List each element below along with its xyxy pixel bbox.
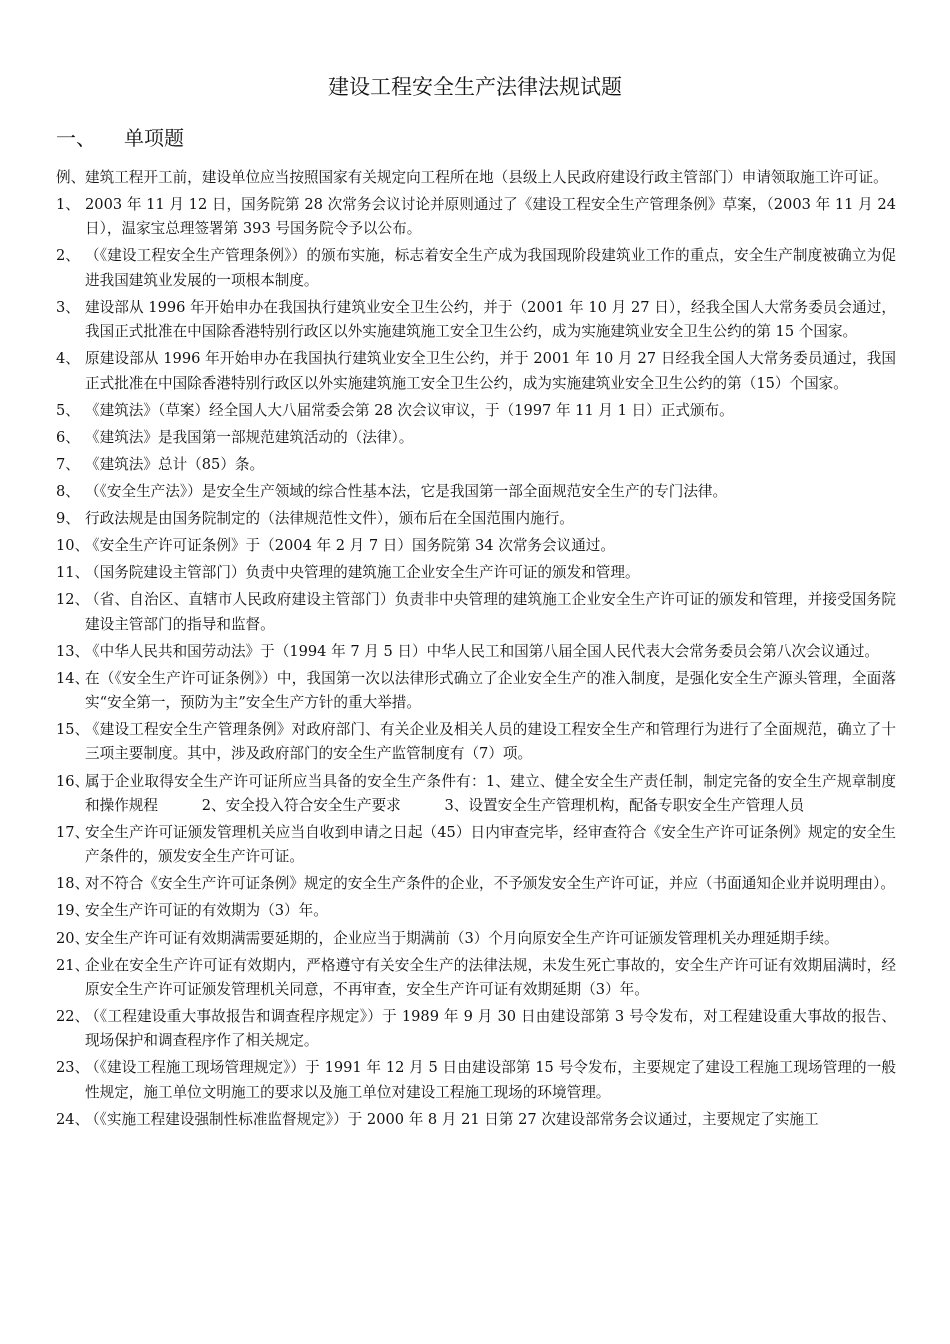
section-number: 一、	[56, 126, 96, 150]
question-item	[56, 166, 896, 190]
question-number: 24、	[56, 1110, 90, 1128]
question-text: （省、自治区、直辖市人民政府建设主管部门）负责非中央管理的建筑施工企业安全生产许可证的颁发和管理，并接受国务院建设主管部门的指导和监督。	[85, 591, 896, 633]
question-number: 12、	[56, 591, 90, 609]
question-text: （《工程建设重大事故报告和调查程序规定》）于 1989 年 9 月 30 日由建设部第 3 号令发布，对工程建设重大事故的报告、现场保护和调查程序作了相关规定。	[85, 1008, 896, 1050]
question-text: 建设部从 1996 年开始申办在我国执行建筑业安全卫生公约，并于（2001 年 10 月 27 日），经我全国人大常务委员会通过，我国正式批准在中国除香港特别行政区以外实施建筑施工安全卫生公约，成为实施建筑业安全卫生公约的第 15 个国家。	[85, 298, 896, 341]
question-item	[56, 1056, 896, 1105]
section-label: 单项题	[124, 126, 184, 150]
question-number: 5、	[56, 401, 80, 419]
question-item	[56, 561, 896, 585]
question-item	[56, 399, 896, 423]
question-item	[56, 507, 896, 531]
question-text: （国务院建设主管部门）负责中央管理的建筑施工企业安全生产许可证的颁发和管理。	[85, 564, 640, 582]
question-item	[56, 954, 896, 1003]
question-text: 安全生产许可证颁发管理机关应当自收到申请之日起（45）日内审查完毕，经审查符合《安全生产许可证条例》规定的安全生产条件的，颁发安全生产许可证。	[85, 823, 896, 866]
question-number: 21、	[56, 956, 90, 974]
question-text: 《安全生产许可证条例》于（2004 年 2 月 7 日）国务院第 34 次常务会议通过。	[85, 537, 615, 555]
question-number: 7、	[56, 455, 80, 473]
document-title: 建设工程安全生产法律法规试题	[328, 75, 622, 99]
question-text: 原建设部从 1996 年开始申办在我国执行建筑业安全卫生公约，并于 2001 年 10 月 27 日经我全国人大常务委员通过，我国正式批准在中国除香港特别行政区以外实施建筑施工安全卫生公约，成为实施建筑业安全卫生公约的第（15）个国家。	[85, 350, 896, 392]
question-number: 6、	[56, 428, 80, 446]
question-item	[56, 453, 896, 477]
question-number: 14、	[56, 669, 90, 687]
question-list	[56, 166, 901, 1135]
question-item	[56, 1108, 896, 1132]
question-number: 9、	[56, 510, 80, 528]
question-item	[56, 927, 896, 951]
question-number: 15、	[56, 721, 90, 739]
question-text: 《建筑法》是我国第一部规范建筑活动的（法律）。	[85, 428, 414, 446]
question-number: 16、	[56, 772, 90, 790]
question-text: 企业在安全生产许可证有效期内，严格遵守有关安全生产的法律法规，未发生死亡事故的，安全生产许可证有效期届满时，经原安全生产许可证颁发管理机关同意，不再审查，安全生产许可证有效期延期（3）年。	[85, 956, 896, 998]
question-item	[56, 1005, 896, 1054]
question-number: 20、	[56, 929, 90, 947]
question-text: （《实施工程建设强制性标准监督规定》）于 2000 年 8 月 21 日第 27 次建设部常务会议通过，主要规定了实施工	[85, 1110, 819, 1128]
question-number: 13、	[56, 642, 90, 660]
question-item	[56, 534, 896, 558]
question-number: 4、	[56, 350, 80, 368]
question-number: 8、	[56, 482, 80, 500]
question-item	[56, 770, 896, 819]
question-number: 10、	[56, 537, 90, 555]
question-text: 对不符合《安全生产许可证条例》规定的安全生产条件的企业，不予颁发安全生产许可证，并应（书面通知企业并说明理由）。	[85, 875, 895, 893]
question-number: 例、	[56, 169, 86, 186]
question-text: 《建筑法》总计（85）条。	[85, 455, 265, 473]
question-text: 属于企业取得安全生产许可证所应当具备的安全生产条件有：1、建立、健全安全生产责任制，制定完备的安全生产规章制度和操作规程 2、安全投入符合安全生产要求 3、设置安全生产管理机构，配备专职安全生产管理人员	[85, 772, 896, 814]
question-item	[56, 821, 896, 870]
question-number: 23、	[56, 1059, 90, 1077]
section-heading	[56, 124, 184, 152]
question-text: 《建设工程安全生产管理条例》对政府部门、有关企业及相关人员的建设工程安全生产和管理行为进行了全面规范，确立了十三项主要制度。其中，涉及政府部门的安全生产监管制度有（7）项。	[85, 721, 896, 763]
question-text: 建筑工程开工前，建设单位应当按照国家有关规定向工程所在地（县级上人民政府建设行政主管部门）申请领取施工许可证。	[85, 169, 888, 186]
question-number: 1、	[56, 196, 80, 214]
question-item	[56, 667, 896, 716]
question-text: 安全生产许可证有效期满需要延期的，企业应当于期满前（3）个月向原安全生产许可证颁发管理机关办理延期手续。	[85, 929, 839, 947]
question-text: （《安全生产法》）是安全生产领域的综合性基本法，它是我国第一部全面规范安全生产的专门法律。	[85, 482, 728, 500]
question-item	[56, 588, 896, 637]
question-item	[56, 872, 896, 896]
question-item	[56, 426, 896, 450]
question-number: 22、	[56, 1008, 90, 1026]
question-item	[56, 193, 901, 242]
question-text: 在（《安全生产许可证条例》）中，我国第一次以法律形式确立了企业安全生产的准入制度，是强化安全生产源头管理，全面落实“安全第一，预防为主”安全生产方针的重大举措。	[85, 669, 896, 712]
question-text: 《中华人民共和国劳动法》于（1994 年 7 月 5 日）中华人民工和国第八届全国人民代表大会常务委员会第八次会议通过。	[85, 642, 880, 660]
question-text: 2003 年 11 月 12 日，国务院第 28 次常务会议讨论并原则通过了《建设工程安全生产管理条例》草案，（2003 年 11 月 24 日），温家宝总理签署第 393 号国务院令予以公布。	[85, 196, 901, 238]
question-number: 17、	[56, 823, 90, 841]
question-text: 《建筑法》（草案）经全国人大八届常委会第 28 次会议审议，于（1997 年 11 月 1 日）正式颁布。	[85, 401, 734, 419]
question-number: 2、	[56, 247, 80, 265]
question-item	[56, 899, 896, 923]
question-item	[56, 244, 896, 293]
question-text: （《建设工程安全生产管理条例》）的颁布实施，标志着安全生产成为我国现阶段建筑业工作的重点，安全生产制度被确立为促进我国建筑业发展的一项根本制度。	[85, 247, 896, 289]
question-number: 11、	[56, 564, 90, 582]
question-number: 19、	[56, 902, 90, 920]
question-item	[56, 718, 896, 767]
question-number: 18、	[56, 875, 90, 893]
question-item	[56, 480, 896, 504]
question-text: （《建设工程施工现场管理规定》）于 1991 年 12 月 5 日由建设部第 15 号令发布，主要规定了建设工程施工现场管理的一般性规定，施工单位文明施工的要求以及施工单位对建设工程施工现场的环境管理。	[85, 1059, 896, 1101]
question-number: 3、	[56, 298, 80, 316]
question-item	[56, 640, 896, 664]
question-text: 行政法规是由国务院制定的（法律规范性文件），颁布后在全国范围内施行。	[85, 510, 574, 528]
question-text: 安全生产许可证的有效期为（3）年。	[85, 902, 328, 920]
question-item	[56, 296, 896, 345]
question-item	[56, 347, 896, 396]
